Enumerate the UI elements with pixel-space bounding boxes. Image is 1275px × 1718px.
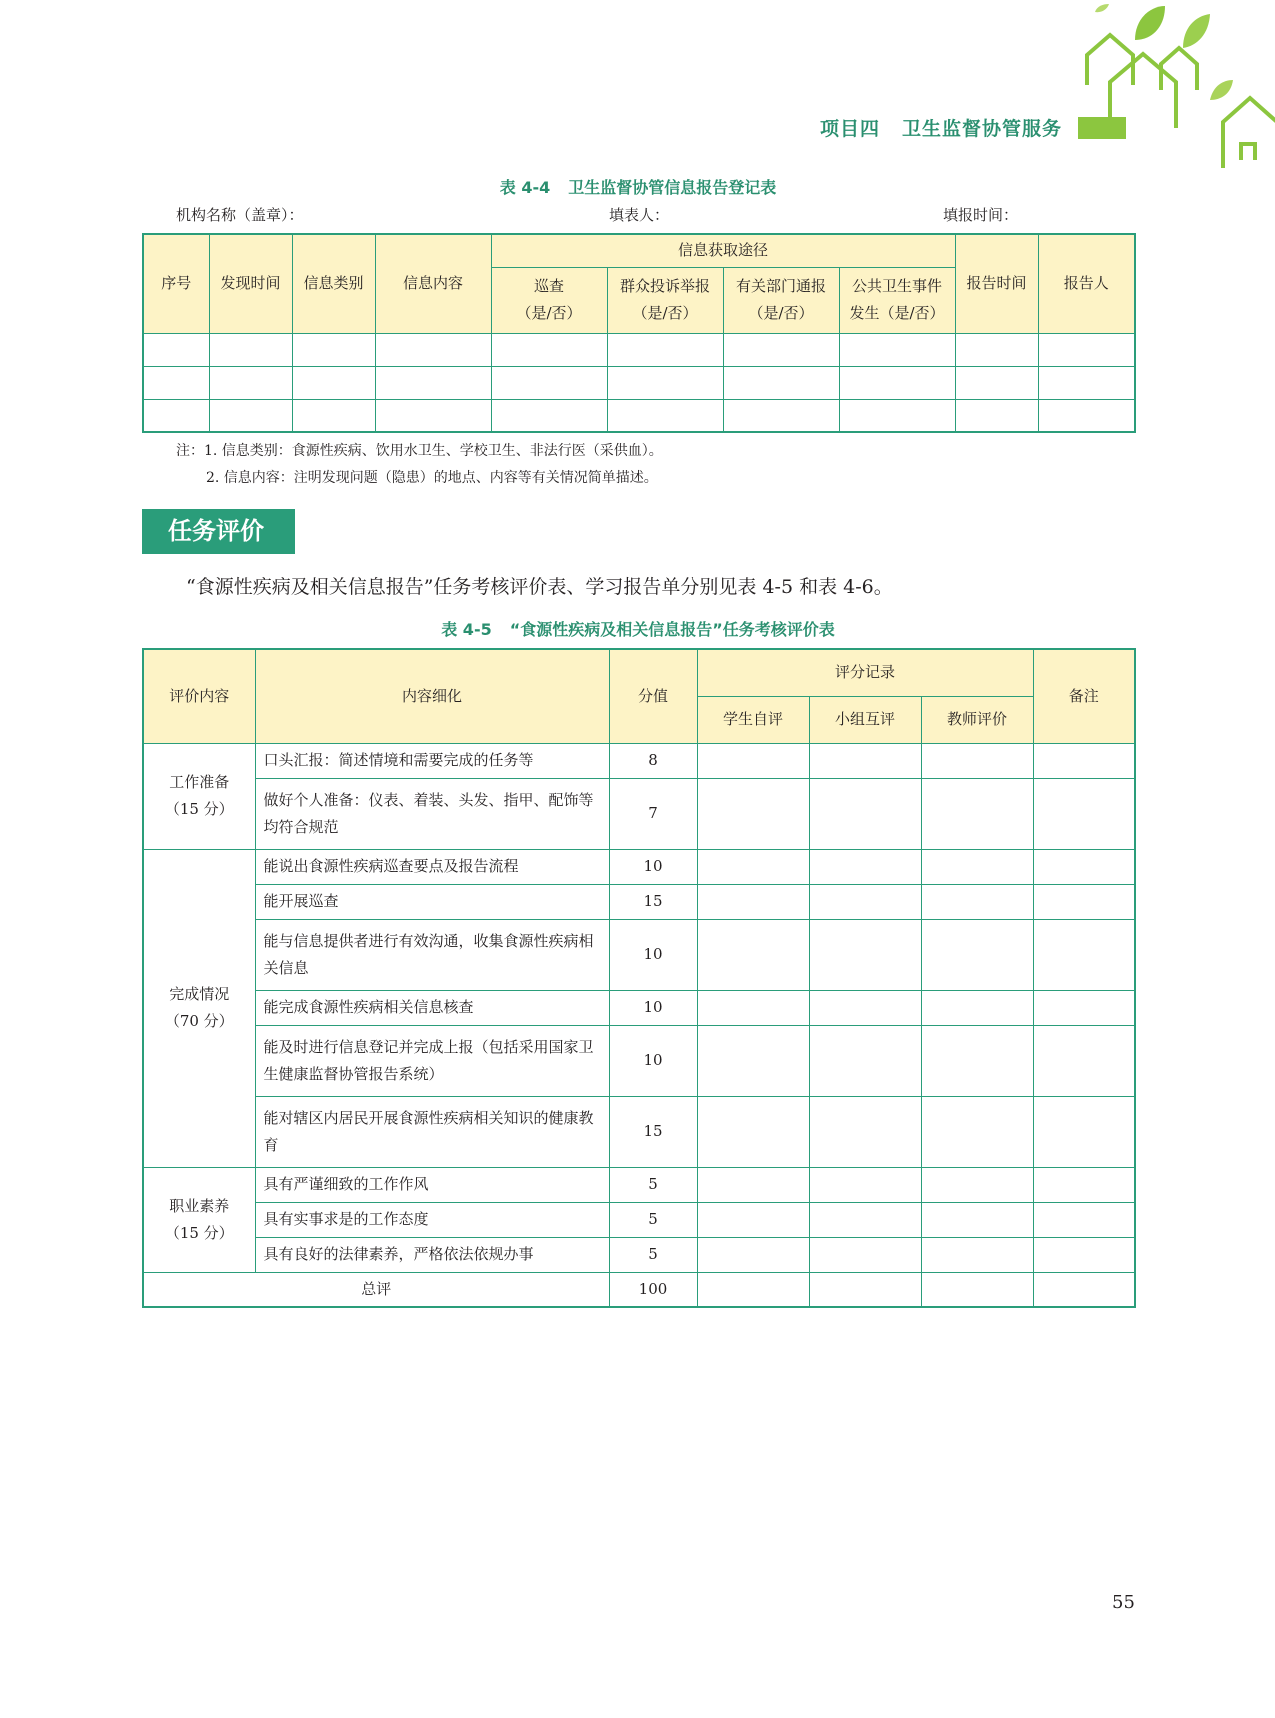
header-dept-yn: （是/否） bbox=[748, 304, 814, 322]
item-text: 能及时进行信息登记并完成上报（包括采用国家卫生健康监督协管报告系统） bbox=[255, 1025, 609, 1096]
header-event-label: 公共卫生事件 bbox=[852, 277, 943, 295]
item-text: 具有严谨细致的工作作风 bbox=[255, 1167, 609, 1202]
evaluation-table bbox=[142, 648, 1136, 1308]
item-text: 能完成食源性疾病相关信息核查 bbox=[255, 990, 609, 1025]
item-score: 15 bbox=[609, 1096, 697, 1167]
header-seq: 序号 bbox=[143, 234, 209, 333]
org-name-label: 机构名称（盖章）： bbox=[176, 206, 304, 224]
table-row bbox=[143, 1202, 1135, 1237]
table-4-5-caption bbox=[143, 617, 1133, 640]
table-4-4-title: 卫生监督协管信息报告登记表 bbox=[568, 178, 777, 197]
item-text: 具有良好的法律素养，严格依法依规办事 bbox=[255, 1237, 609, 1272]
header-eval-content: 评价内容 bbox=[143, 649, 255, 743]
item-score: 7 bbox=[609, 778, 697, 849]
total-score: 100 bbox=[609, 1272, 697, 1307]
table-row bbox=[143, 884, 1135, 919]
header-remark: 备注 bbox=[1033, 649, 1135, 743]
header-reporter: 报告人 bbox=[1038, 234, 1135, 333]
item-score: 5 bbox=[609, 1202, 697, 1237]
item-score: 10 bbox=[609, 990, 697, 1025]
table-row bbox=[143, 778, 1135, 849]
table-row bbox=[143, 849, 1135, 884]
item-score: 10 bbox=[609, 919, 697, 990]
item-score: 10 bbox=[609, 1025, 697, 1096]
header-detail: 内容细化 bbox=[255, 649, 609, 743]
note-2: 2. 信息内容：注明发现问题（隐患）的地点、内容等有关情况简单描述。 bbox=[206, 470, 658, 486]
table-row bbox=[143, 1025, 1135, 1096]
group-points: （15 分） bbox=[164, 800, 234, 818]
houses-leaves-decoration bbox=[1065, 0, 1275, 175]
item-text: 能对辖区内居民开展食源性疾病相关知识的健康教育 bbox=[255, 1096, 609, 1167]
item-text: 能说出食源性疾病巡查要点及报告流程 bbox=[255, 849, 609, 884]
header-event-yn: 发生（是/否） bbox=[849, 304, 945, 322]
page-number: 55 bbox=[1112, 1592, 1135, 1613]
table-row bbox=[143, 743, 1135, 778]
report-register-table bbox=[142, 233, 1136, 433]
table-4-4-caption bbox=[143, 175, 1133, 198]
table-row bbox=[143, 1237, 1135, 1272]
item-text: 能开展巡查 bbox=[255, 884, 609, 919]
item-text: 具有实事求是的工作态度 bbox=[255, 1202, 609, 1237]
item-text: 能与信息提供者进行有效沟通，收集食源性疾病相关信息 bbox=[255, 919, 609, 990]
group-points: （15 分） bbox=[164, 1223, 234, 1242]
chapter-title: 卫生监督协管服务 bbox=[902, 118, 1063, 140]
header-complaint bbox=[607, 267, 723, 333]
header-source-group: 信息获取途径 bbox=[491, 234, 955, 267]
total-row bbox=[143, 1272, 1135, 1307]
item-score: 8 bbox=[609, 743, 697, 778]
header-complaint-label: 群众投诉举报 bbox=[619, 277, 710, 295]
section-title: 任务评价 bbox=[142, 509, 295, 554]
header-info-content: 信息内容 bbox=[375, 234, 491, 333]
header-complaint-yn: （是/否） bbox=[632, 304, 698, 322]
table-row bbox=[143, 990, 1135, 1025]
blank-row bbox=[143, 333, 1135, 366]
table-4-5-number: 表 4-5 bbox=[441, 620, 492, 639]
group-points: （70 分） bbox=[164, 1012, 234, 1030]
group-name: 完成情况 bbox=[169, 985, 230, 1003]
header-group-eval: 小组互评 bbox=[809, 696, 921, 743]
item-score: 5 bbox=[609, 1167, 697, 1202]
total-label: 总评 bbox=[143, 1272, 609, 1307]
header-report-time: 报告时间 bbox=[955, 234, 1038, 333]
blank-row bbox=[143, 399, 1135, 432]
header-self-eval: 学生自评 bbox=[697, 696, 809, 743]
table-row bbox=[143, 1167, 1135, 1202]
item-score: 10 bbox=[609, 849, 697, 884]
group-cell-completion bbox=[143, 849, 255, 1167]
header-health-event bbox=[839, 267, 955, 333]
header-patrol-yn: （是/否） bbox=[516, 304, 582, 322]
header-dept-notice bbox=[723, 267, 839, 333]
group-cell-professionalism bbox=[143, 1167, 255, 1272]
header-score-record: 评分记录 bbox=[697, 649, 1033, 696]
group-name: 职业素养 bbox=[169, 1196, 230, 1215]
note-1: 注：1. 信息类别：食源性疾病、饮用水卫生、学校卫生、非法行医（采供血）。 bbox=[176, 443, 663, 459]
item-score: 5 bbox=[609, 1237, 697, 1272]
header-teacher-eval: 教师评价 bbox=[921, 696, 1033, 743]
header-patrol-label: 巡查 bbox=[533, 277, 564, 295]
table-row bbox=[143, 919, 1135, 990]
group-cell-preparation bbox=[143, 743, 255, 849]
item-score: 15 bbox=[609, 884, 697, 919]
item-text: 做好个人准备：仪表、着装、头发、指甲、配饰等均符合规范 bbox=[255, 778, 609, 849]
table-row bbox=[143, 1096, 1135, 1167]
header-dept-label: 有关部门通报 bbox=[735, 277, 826, 295]
filler-label: 填表人： bbox=[609, 206, 670, 224]
body-paragraph: “食源性疾病及相关信息报告”任务考核评价表、学习报告单分别见表 4-5 和表 4-6。 bbox=[186, 576, 893, 598]
header-score: 分值 bbox=[609, 649, 697, 743]
item-text: 口头汇报：简述情境和需要完成的任务等 bbox=[255, 743, 609, 778]
header-found-time: 发现时间 bbox=[209, 234, 292, 333]
table-4-4-number: 表 4-4 bbox=[499, 178, 551, 197]
report-date-label: 填报时间： bbox=[943, 206, 1019, 224]
group-name: 工作准备 bbox=[169, 773, 230, 791]
blank-row bbox=[143, 366, 1135, 399]
header-patrol bbox=[491, 267, 607, 333]
chapter-number: 项目四 bbox=[820, 118, 881, 140]
header-info-type: 信息类别 bbox=[292, 234, 375, 333]
chapter-header-bar bbox=[1078, 117, 1126, 139]
table-4-5-title: “食源性疾病及相关信息报告”任务考核评价表 bbox=[509, 620, 835, 639]
chapter-header bbox=[820, 114, 1062, 141]
